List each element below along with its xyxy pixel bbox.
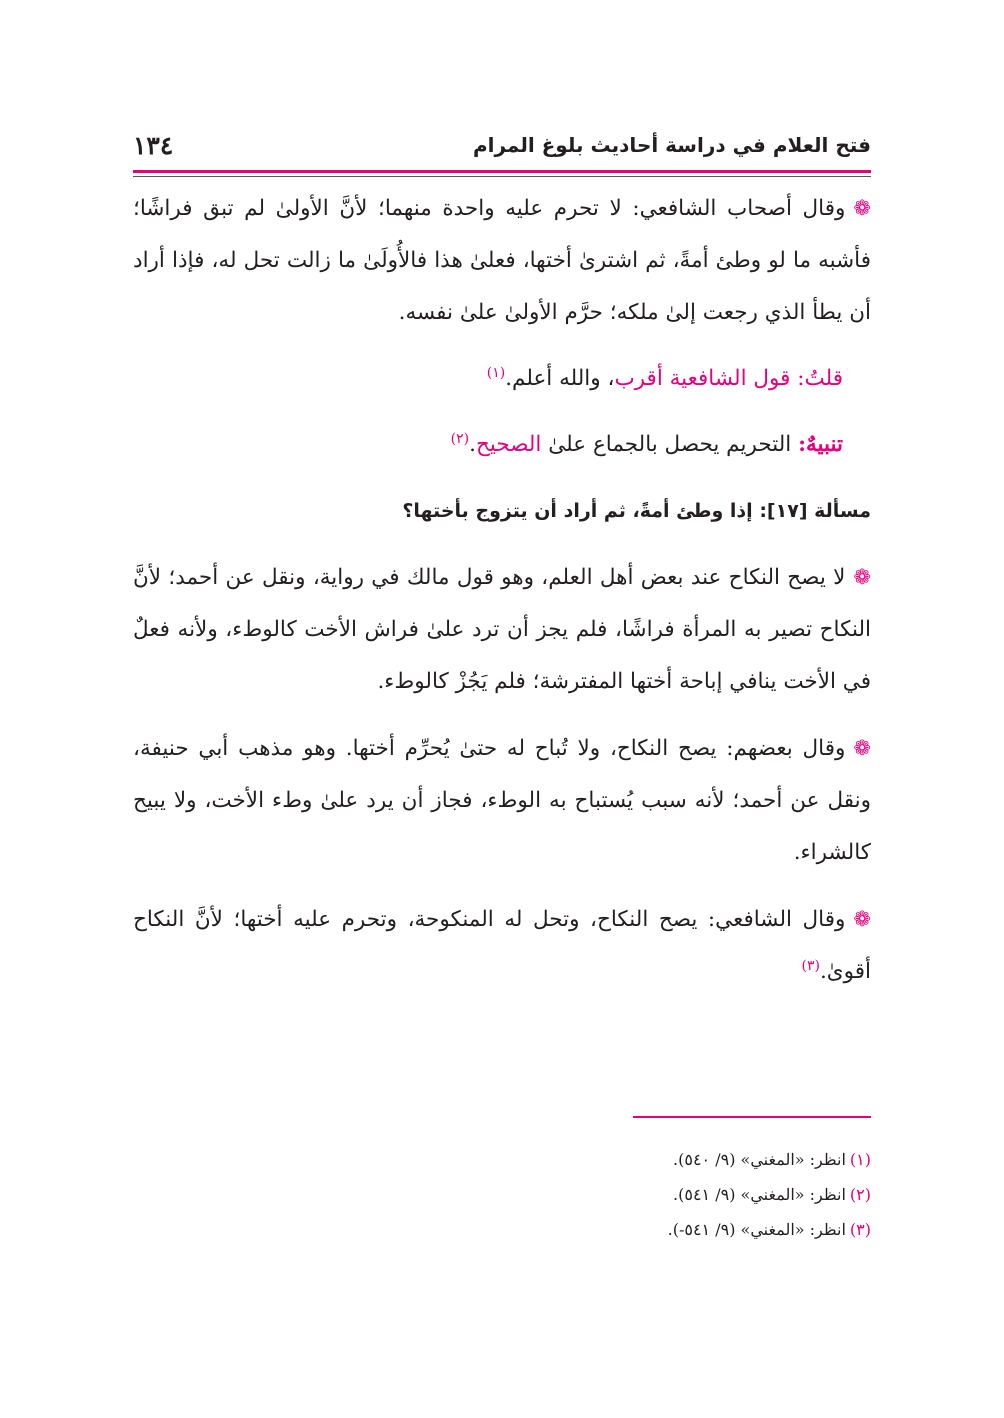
page-number: ١٣٤ (133, 130, 174, 160)
tanbih-note: تنبيهٌ: التحريم يحصل بالجماع علىٰ الصحيح.$^{(٢)}$ (450, 430, 843, 457)
flower-icon: ❁ (853, 565, 871, 589)
masala-label: مسألة [١٧]: (759, 500, 871, 522)
tanbih-label: تنبيهٌ: (798, 432, 843, 457)
masala-question: إذا وطئ أمةً، ثم أراد أن يتزوج بأختها؟ (402, 500, 753, 522)
footnotes (400, 1142, 871, 1247)
paragraph-shafii-opinion: ❁وقال الشافعي: يصح النكاح، وتحل له المنكوحة، وتحرم عليه أختها؛ لأنَّ النكاح أقوىٰ.$^{(٣)}$ (133, 907, 871, 984)
paragraph-malik-opinion: ❁لا يصح النكاح عند بعض أهل العلم، وهو قول مالك في رواية، ونقل عن أحمد؛ لأنَّ النكاح تصير به المرأة فراشًا، فلم يجز أن ترد علىٰ فراش الأخت كالوطء، ولأنه فعلٌ في الأخت ينافي إباحة أختها المفترشة؛ فلم يَجُزْ كالوطء. (133, 565, 871, 694)
footnote-1: (١)انظر: «المغني» (٩/ ٥٤٠). (673, 1150, 871, 1169)
footnote-separator (633, 1116, 871, 1118)
footnote-2: (٢)انظر: «المغني» (٩/ ٥٤١). (673, 1185, 871, 1204)
header-rule-pink (133, 170, 871, 173)
main-text (133, 182, 871, 998)
paragraph-abu-hanifa-opinion: ❁وقال بعضهم: يصح النكاح، ولا تُباح له حتىٰ يُحرِّم أختها. وهو مذهب أبي حنيفة، ونقل عن أحمد؛ لأنه سبب يُستباح به الوطء، فجاز أن يرد علىٰ وطء الأخت، ولا يبيح كالشراء. (133, 736, 871, 865)
qult-note: قلتُ: قول الشافعية أقرب، والله أعلم.$^{(١)}$ (486, 364, 843, 391)
footnote-3: (٣)انظر: «المغني» (٩/ ٥٤١-). (667, 1220, 871, 1239)
page-header (133, 128, 871, 162)
footnote-ref-2: (٢) (450, 430, 470, 447)
masala-heading (133, 485, 871, 537)
paragraph-shafii-companions: ❁وقال أصحاب الشافعي: لا تحرم عليه واحدة منهما؛ لأنَّ الأولىٰ لم تبق فراشًا؛ فأشبه ما لو وطئ أمةً، ثم اشترىٰ أختها، فعلىٰ هذا فالأُولَىٰ ما زالت تحل له، فإذا أراد أن يطأ الذي رجعت إلىٰ ملكه؛ حرَّم الأولىٰ علىٰ نفسه. (133, 196, 871, 325)
flower-icon: ❁ (853, 196, 871, 220)
tanbih-sahih: الصحيح (475, 432, 542, 457)
qult-label: قلتُ: (797, 366, 843, 391)
footnote-ref-3: (٣) (801, 957, 820, 974)
footnote-ref-1: (١) (486, 364, 506, 381)
flower-icon: ❁ (853, 736, 871, 760)
flower-icon: ❁ (853, 907, 871, 931)
header-rule-dark (133, 176, 871, 177)
book-title: فتح العلام في دراسة أحاديث بلوغ المرام (472, 133, 871, 157)
qult-opinion: قول الشافعية أقرب (614, 366, 791, 391)
